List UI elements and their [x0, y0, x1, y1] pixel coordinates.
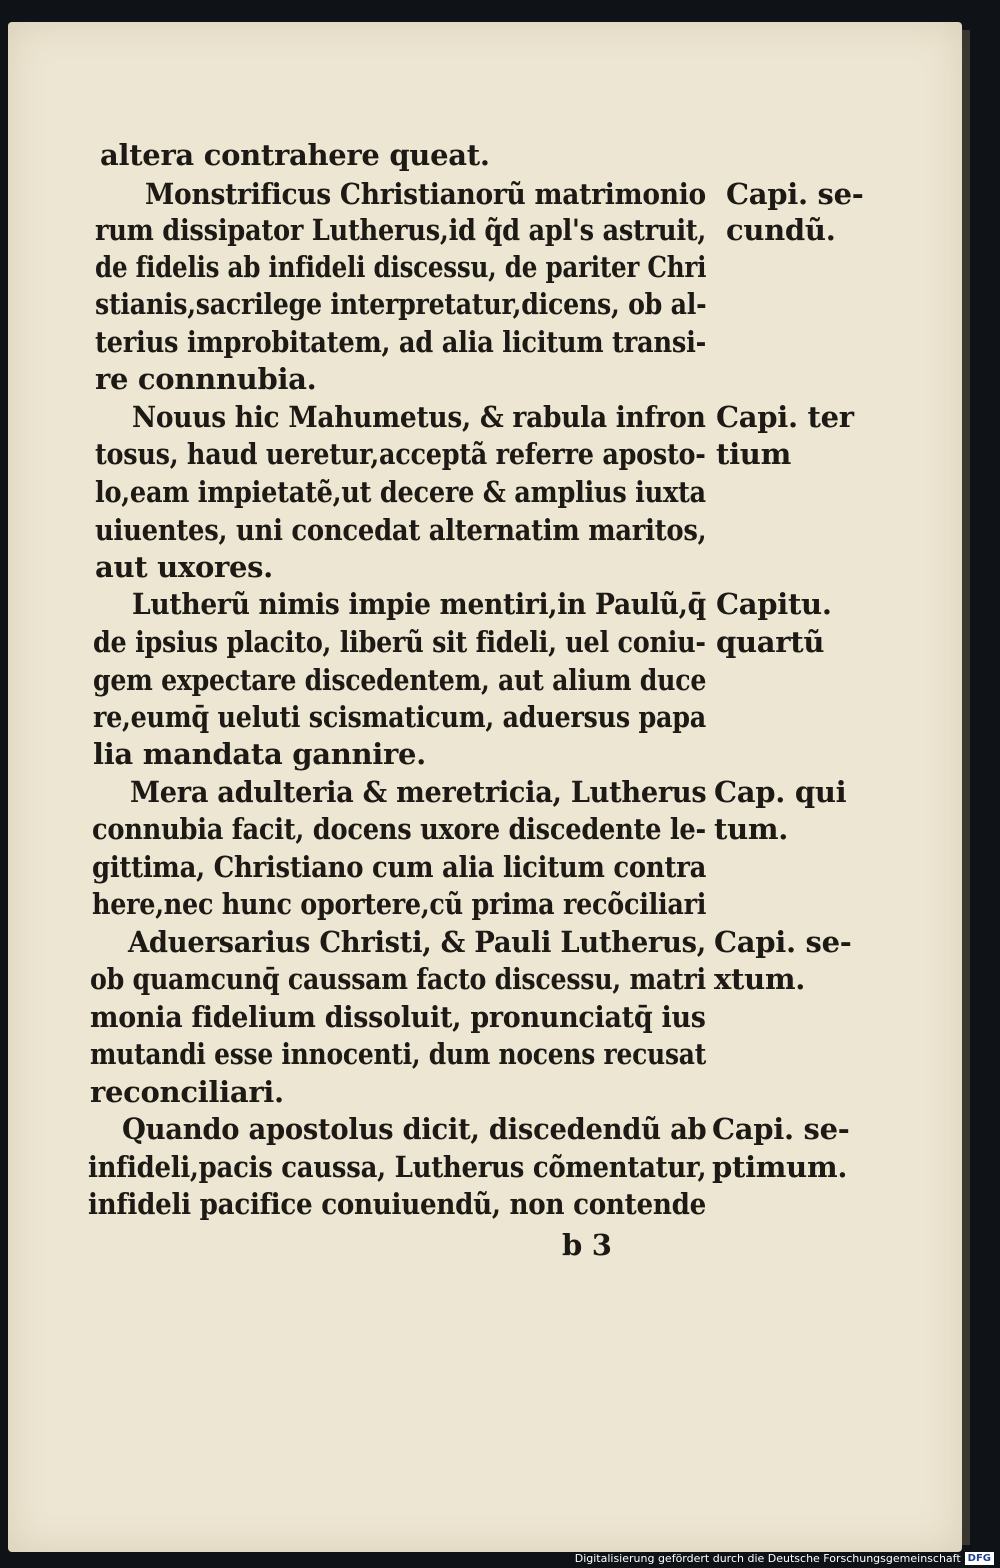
margin-note: xtum. [714, 962, 806, 996]
text-line: rum dissipator Lutherus,id q̃d apl's astruit, [95, 213, 707, 247]
margin-note: tium [716, 437, 791, 471]
text-line: lia mandata gannire. [93, 737, 426, 771]
text-line: de ipsius placito, liberũ sit fideli, uel coniu- [93, 625, 706, 659]
text-line: lo,eam impietatẽ,ut decere & amplius iuxta [95, 475, 706, 509]
margin-note: tum. [714, 812, 789, 846]
dfg-logo: DFG [965, 1552, 994, 1565]
text-line: infideli pacifice conuiuendũ, non contende [88, 1187, 707, 1221]
text-line: gittima, Christiano cum alia licitum contra [92, 850, 707, 884]
footer-credit [575, 1550, 994, 1566]
text-line: Nouus hic Mahumetus, & rabula infron [132, 400, 706, 434]
footer-credit-text: Digitalisierung gefördert durch die Deutsche Forschungsgemeinschaft [574, 1551, 961, 1565]
text-line: uiuentes, uni concedat alternatim maritos, [95, 513, 707, 547]
margin-note: quartũ [716, 625, 825, 659]
text-line: stianis,sacrilege interpretatur,dicens, ob al- [95, 287, 707, 321]
text-line: mutandi esse innocenti, dum nocens recusat [90, 1037, 706, 1071]
margin-note: Capi. ter [716, 400, 854, 434]
margin-note: Capitu. [716, 587, 832, 621]
signature-mark: b 3 [562, 1228, 612, 1262]
page-edge [962, 30, 970, 1545]
text-line: reconciliari. [90, 1075, 284, 1109]
margin-note: cundũ. [726, 213, 836, 247]
text-line: Quando apostolus dicit, discedendũ ab [122, 1112, 707, 1146]
text-line: tosus, haud ueretur,acceptã referre aposto- [95, 437, 706, 471]
text-line: connubia facit, docens uxore discedente le- [92, 812, 706, 846]
text-line: de fidelis ab infideli discessu, de pariter Chri [95, 250, 707, 284]
text-line: Mera adulteria & meretricia, Lutherus [130, 775, 707, 809]
text-line: re connnubia. [95, 362, 317, 396]
text-line: altera contrahere queat. [100, 138, 490, 172]
text-line: Monstrificus Christianorũ matrimonio [145, 177, 706, 211]
text-line: monia fidelium dissoluit, pronunciatq̄ ius [90, 1000, 706, 1034]
text-line: infideli,pacis caussa, Lutherus cõmentatur, [88, 1150, 707, 1184]
margin-note: Capi. se- [714, 925, 852, 959]
margin-note: Capi. se- [712, 1112, 850, 1146]
text-line: ob quamcunq̄ caussam facto discessu, matri [90, 962, 706, 996]
text-line: re,eumq̄ ueluti scismaticum, aduersus papa [93, 700, 706, 734]
text-line: Aduersarius Christi, & Pauli Lutherus, [128, 925, 707, 959]
margin-note: Cap. qui [714, 775, 847, 809]
text-line: aut uxores. [95, 550, 273, 584]
text-line: gem expectare discedentem, aut alium duce [93, 663, 707, 697]
text-line: here,nec hunc oportere,cũ prima recõciliari [92, 887, 707, 921]
margin-note: ptimum. [712, 1150, 848, 1184]
text-line: terius improbitatem, ad alia licitum transi- [95, 325, 707, 359]
text-line: Lutherũ nimis impie mentiri,in Paulũ,q̄ [132, 587, 706, 621]
margin-note: Capi. se- [726, 177, 864, 211]
